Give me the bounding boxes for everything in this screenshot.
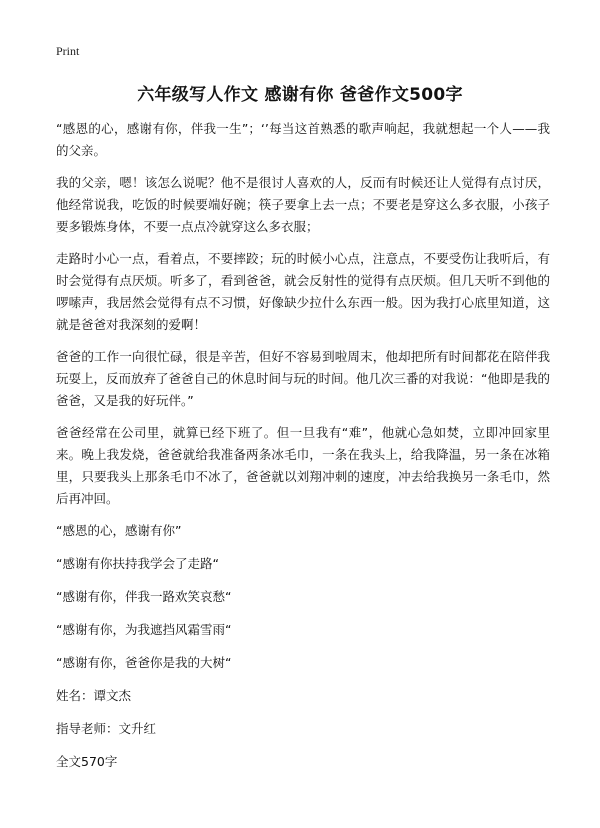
article-title: 六年级写人作文 感谢有你 爸爸作文500字	[137, 85, 463, 105]
gratitude-line: “感谢有你扶持我学会了走路“	[56, 556, 219, 571]
paragraph-father-description: 我的父亲，嗯！该怎么说呢？他不是很讨人喜欢的人，反而有时候还让人觉得有点讨厌，他经常说我，吃饭的时候要端好碗；筷子要拿上去一点；不要老是穿这么多衣服，小孩子要多锻炼身体，不要一点点冷就穿这么多衣服；	[56, 175, 550, 234]
paragraph-intro: “感恩的心，感谢有你，伴我一生”；‘’每当这首熟悉的歌声响起，我就想起一个人——我的父亲。	[56, 121, 550, 158]
print-link[interactable]: Print	[56, 44, 80, 58]
word-count: 全文570字	[56, 754, 118, 769]
gratitude-line: “感谢有你，爸爸你是我的大树“	[56, 655, 232, 670]
article-body	[56, 118, 550, 784]
gratitude-line: “感谢有你，为我遮挡风霜雪雨“	[56, 622, 232, 637]
advisor-name: 指导老师：文升红	[56, 721, 157, 736]
gratitude-line: “感恩的心，感谢有你”	[56, 523, 182, 538]
author-name: 姓名：谭文杰	[56, 688, 132, 703]
paragraph-father-nagging: 走路时小心一点，看着点，不要摔跤；玩的时候小心点，注意点，不要受伤让我听后，有时会觉得有点厌烦。听多了，看到爸爸，就会反射性的觉得有点厌烦。但几天听不到他的啰嗦声，我居然会觉得有点不习惯，好像缺少拉什么东西一般。因为我打心底里知道，这就是爸爸对我深刻的爱啊！	[56, 251, 550, 332]
paragraph-father-work: 爸爸的工作一向很忙碌，很是辛苦，但好不容易到啦周末，他却把所有时间都花在陪伴我玩耍上，反而放弃了爸爸自己的休息时间与玩的时间。他几次三番的对我说：“他即是我的爸爸，又是我的好玩伴。”	[56, 349, 550, 408]
paragraph-father-care: 爸爸经常在公司里，就算已经下班了。但一旦我有“难”，他就心急如焚，立即冲回家里来。晚上我发烧，爸爸就给我准备两条冰毛巾，一条在我头上，给我降温，另一条在冰箱里，只要我头上那条毛巾不冰了，爸爸就以刘翔冲刺的速度，冲去给我换另一条毛巾，然后再冲回。	[56, 425, 550, 506]
gratitude-line: “感谢有你，伴我一路欢笑哀愁“	[56, 589, 232, 604]
